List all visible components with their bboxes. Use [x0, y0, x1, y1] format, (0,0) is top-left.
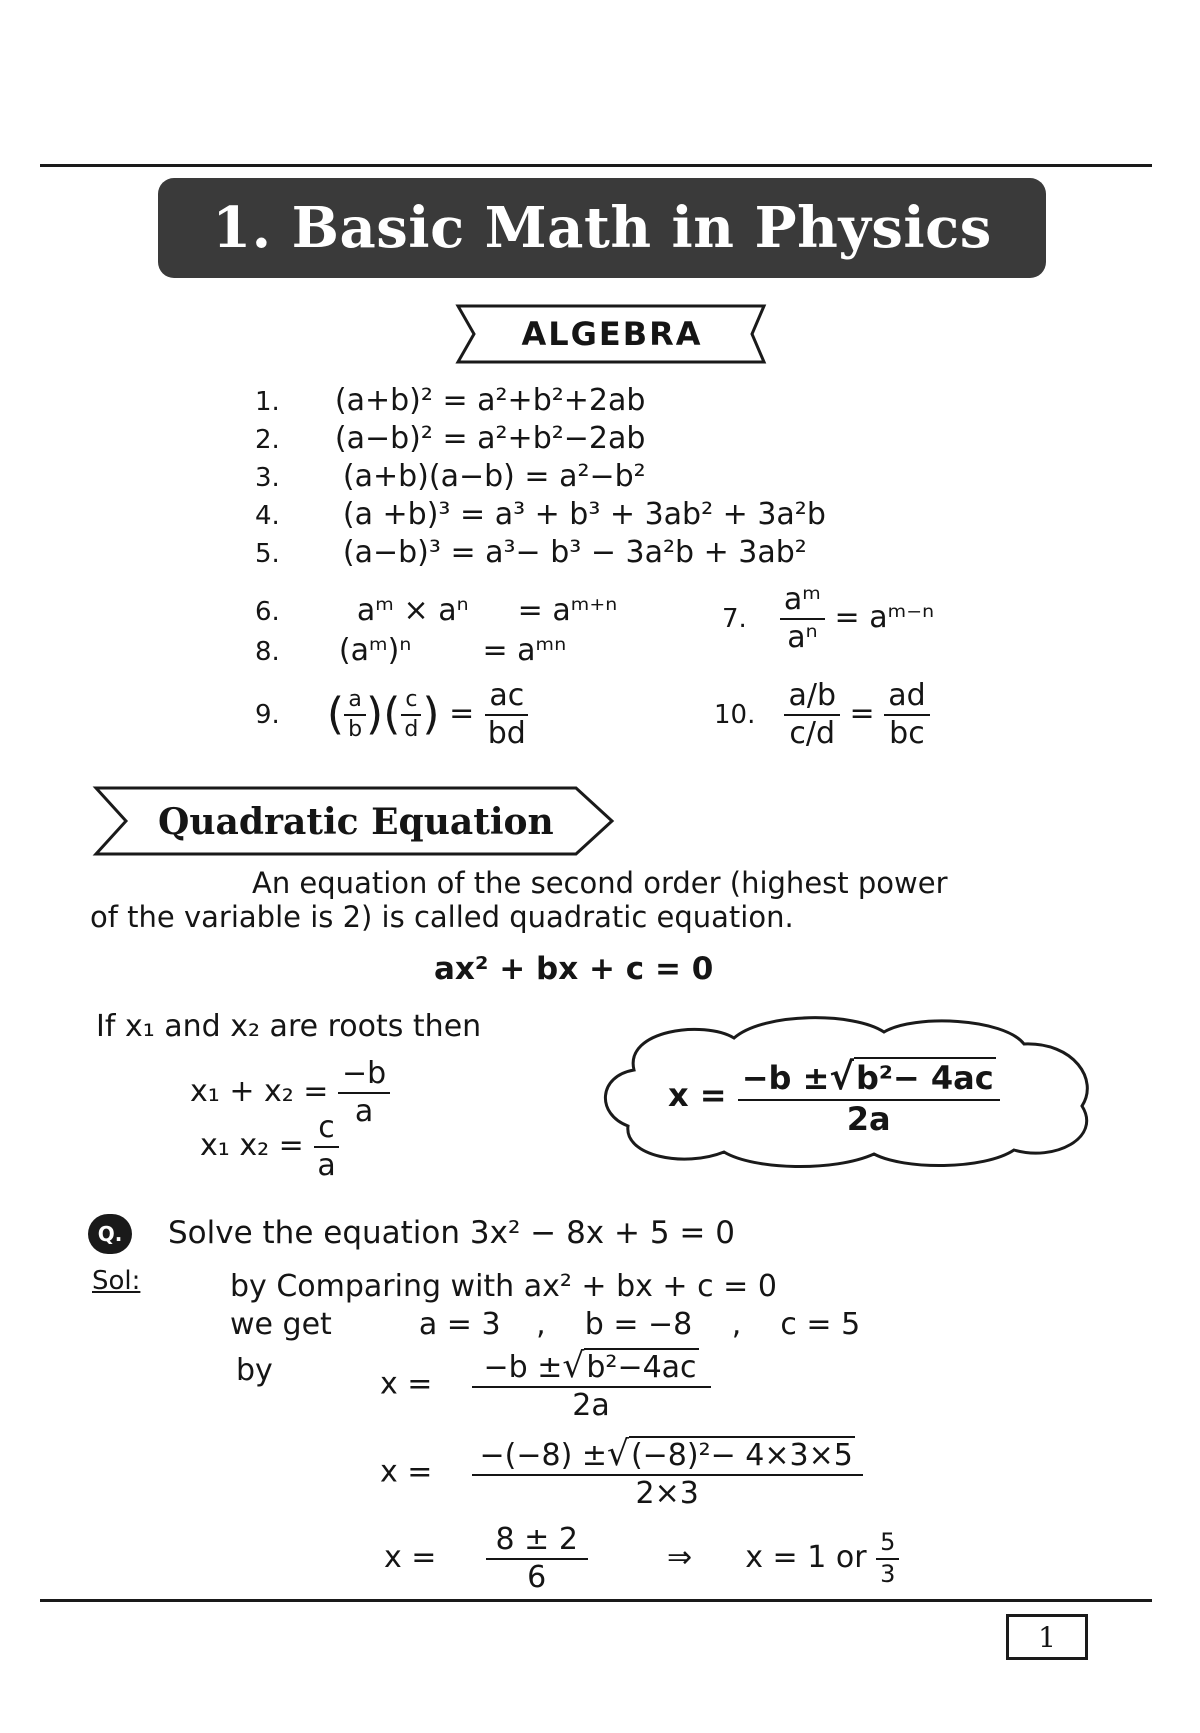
- question-icon: Q.: [88, 1214, 132, 1254]
- solution-we-get: we get a = 3 , b = −8 , c = 5: [230, 1307, 861, 1342]
- quadratic-formula: x = $\frac{\text{−b ±√b²− 4ac}}{2a}$: [668, 1058, 1000, 1136]
- definition-line-1: An equation of the second order (highest power: [252, 866, 948, 900]
- formula-3: 3. (a+b)(a−b) = a²−b²: [255, 459, 646, 494]
- formula-9: 9. ( $\frac{a}{b}$ )( $\frac{c}{d}$ ) = $\frac{ac}{bd}$: [255, 680, 530, 749]
- algebra-heading: ALGEBRA: [521, 315, 703, 353]
- top-rule: [40, 164, 1152, 167]
- page-number: 1: [1038, 1620, 1056, 1654]
- formula-7: 7. $\frac{\text{aᵐ}}{\text{aⁿ}}$ = aᵐ⁻ⁿ: [722, 582, 935, 655]
- formula-6: 6. aᵐ × aⁿ = aᵐ⁺ⁿ: [255, 593, 618, 628]
- definition-line-2: of the variable is 2) is called quadratic equation.: [90, 900, 794, 934]
- page-number-box: [1006, 1614, 1088, 1660]
- formula-2: 2. (a−b)² = a²+b²−2ab: [255, 421, 646, 456]
- solution-by: by: [236, 1353, 273, 1388]
- formula-8: 8. (aᵐ)ⁿ = aᵐⁿ: [255, 633, 567, 668]
- formula-4: 4. (a +b)³ = a³ + b³ + 3ab² + 3a²b: [255, 497, 826, 532]
- solution-step-3: x = $\frac{8 \pm 2}{6}$ ⇒ x = 1 or $\frac{5}{3}$: [384, 1524, 899, 1593]
- formula-5: 5. (a−b)³ = a³− b³ − 3a²b + 3ab²: [255, 535, 807, 570]
- solution-step-2: x = $\frac{\text{−(−8) ±√(−8)²− 4×3×5}}{2\times 3}$: [380, 1436, 863, 1510]
- title-banner: [158, 178, 1046, 278]
- formula-1: 1. (a+b)² = a²+b²+2ab: [255, 383, 646, 418]
- solution-label: Sol:: [92, 1266, 141, 1296]
- general-form: ax² + bx + c = 0: [434, 951, 714, 987]
- roots-intro: If x₁ and x₂ are roots then: [96, 1009, 482, 1044]
- quadratic-heading: Quadratic Equation: [158, 801, 554, 843]
- page-title: 1. Basic Math in Physics: [212, 195, 992, 261]
- formula-10: 10. $\frac{a/b}{c/d}$ = $\frac{ad}{bc}$: [714, 680, 930, 749]
- solution-line-1: by Comparing with ax² + bx + c = 0: [230, 1269, 777, 1304]
- product-of-roots: x₁ x₂ = $\frac{c}{a}$: [200, 1112, 340, 1181]
- bottom-rule: [40, 1599, 1152, 1602]
- solution-step-1: x = $\frac{\text{−b ±√b²−4ac}}{2a}$: [380, 1348, 711, 1422]
- question-prompt: Solve the equation 3x² − 8x + 5 = 0: [168, 1215, 735, 1251]
- sum-of-roots: x₁ + x₂ = $\frac{-b}{a}$: [190, 1058, 390, 1127]
